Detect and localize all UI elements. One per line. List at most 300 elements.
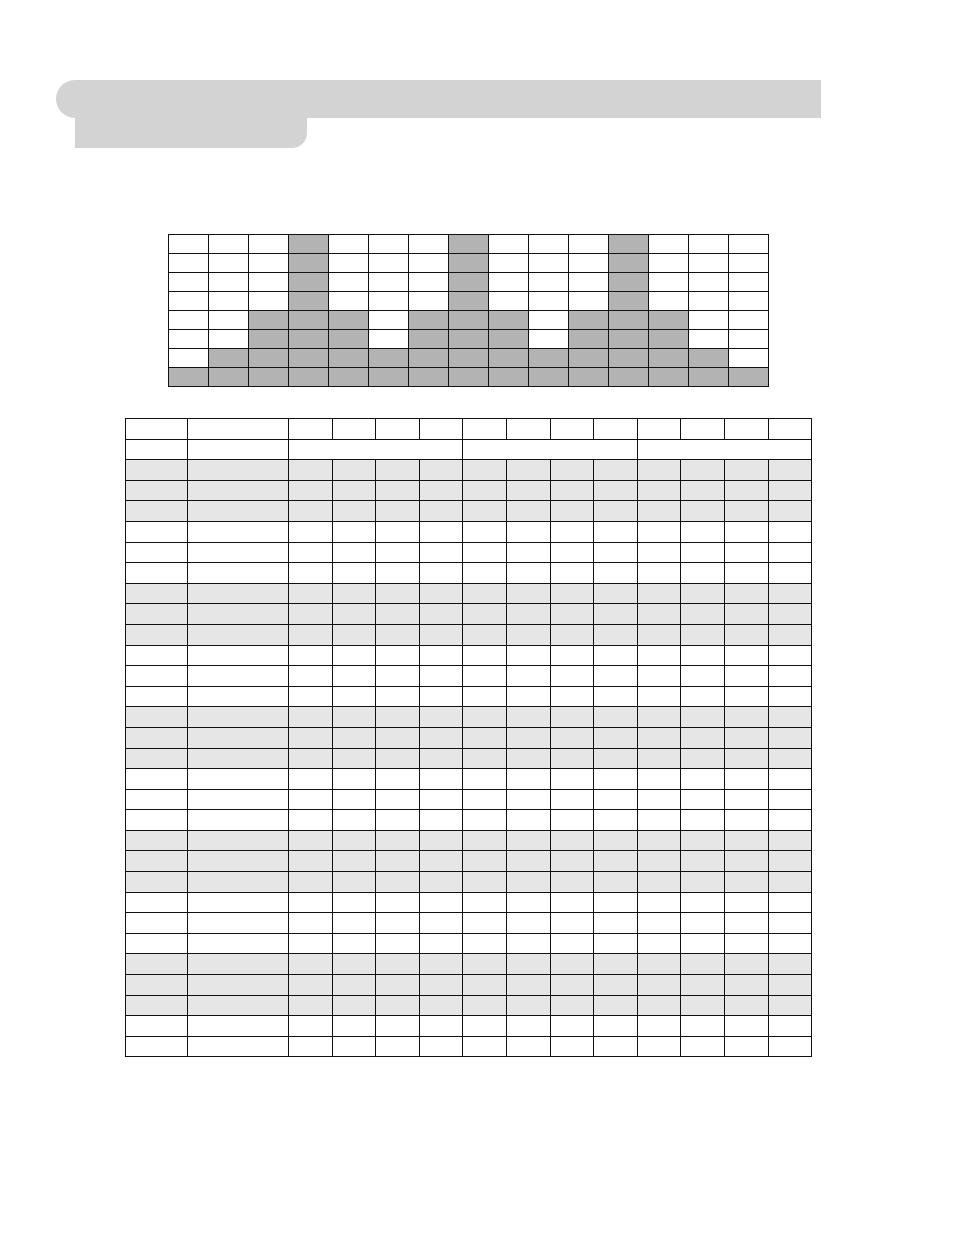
table-cell: [637, 480, 681, 501]
table-cell: [768, 563, 812, 584]
table-cell: [289, 789, 333, 810]
table-row: [126, 851, 812, 872]
table-cell: [550, 913, 594, 934]
table-cell: [376, 521, 420, 542]
table-cell: [419, 686, 463, 707]
bar-grid-cell: [449, 235, 489, 254]
table-cell: [724, 892, 768, 913]
table-cell: [376, 769, 420, 790]
table-cell: [681, 748, 725, 769]
table-cell: [188, 954, 289, 975]
table-cell: [332, 748, 376, 769]
table-cell: [594, 769, 638, 790]
table-cell: [550, 851, 594, 872]
table-cell: [768, 460, 812, 481]
table-cell: [332, 624, 376, 645]
bar-grid-cell: [489, 292, 529, 311]
table-cell: [463, 563, 507, 584]
table-cell: [724, 810, 768, 831]
bar-grid-cell: [649, 254, 689, 273]
table-cell: [637, 975, 681, 996]
table-cell: [126, 810, 188, 831]
table-cell: [419, 521, 463, 542]
table-cell: [506, 1036, 550, 1057]
bar-grid-cell: [529, 349, 569, 368]
table-cell: [681, 542, 725, 563]
table-row: [126, 460, 812, 481]
table-cell: [550, 1036, 594, 1057]
table-cell: [637, 521, 681, 542]
table-cell: [289, 810, 333, 831]
table-cell: [594, 954, 638, 975]
table-cell: [188, 501, 289, 522]
table-cell: [188, 604, 289, 625]
table-cell: [463, 727, 507, 748]
table-cell: [419, 501, 463, 522]
table-cell: [463, 707, 507, 728]
table-cell: [506, 666, 550, 687]
bar-grid-cell: [369, 235, 409, 254]
bar-grid-cell: [289, 273, 329, 292]
table-row: [126, 913, 812, 934]
table-cell: [594, 501, 638, 522]
table-cell: [376, 419, 420, 440]
table-cell: [594, 419, 638, 440]
bar-grid-cell: [609, 292, 649, 311]
table-cell: [594, 686, 638, 707]
table-cell: [594, 583, 638, 604]
table-cell: [289, 830, 333, 851]
table-cell: [332, 460, 376, 481]
table-cell: [768, 707, 812, 728]
table-cell: [332, 954, 376, 975]
table-cell: [724, 480, 768, 501]
table-cell: [724, 872, 768, 893]
table-cell: [637, 810, 681, 831]
table-cell: [126, 583, 188, 604]
bar-grid-cell: [689, 349, 729, 368]
table-cell: [376, 666, 420, 687]
table-cell: [419, 666, 463, 687]
bar-grid-cell: [209, 273, 249, 292]
table-cell: [637, 645, 681, 666]
table-cell: [724, 501, 768, 522]
table-cell: [332, 1036, 376, 1057]
bar-grid-cell: [409, 330, 449, 349]
table-cell: [419, 419, 463, 440]
table-cell: [463, 645, 507, 666]
table-cell: [188, 1016, 289, 1037]
table-cell: [637, 872, 681, 893]
table-cell: [550, 604, 594, 625]
bar-grid-cell: [329, 368, 369, 387]
table-cell: [332, 666, 376, 687]
table-cell: [376, 872, 420, 893]
table-cell: [332, 521, 376, 542]
table-cell: [724, 707, 768, 728]
table-row: [126, 542, 812, 563]
table-cell: [126, 460, 188, 481]
table-cell: [188, 975, 289, 996]
bar-grid-cell: [449, 254, 489, 273]
bar-grid-cell: [489, 273, 529, 292]
table-cell: [289, 872, 333, 893]
table-cell: [768, 480, 812, 501]
table-cell: [637, 460, 681, 481]
bar-grid-row: [169, 273, 769, 292]
table-cell: [768, 789, 812, 810]
table-cell: [550, 480, 594, 501]
table-cell: [724, 830, 768, 851]
bar-grid-cell: [649, 368, 689, 387]
table-cell: [188, 666, 289, 687]
table-cell: [724, 521, 768, 542]
table-cell: [594, 624, 638, 645]
table-cell: [419, 583, 463, 604]
bar-grid-cell: [689, 235, 729, 254]
table-cell: [376, 542, 420, 563]
table-cell: [768, 769, 812, 790]
bar-grid-cell: [569, 254, 609, 273]
table-cell: [463, 583, 507, 604]
bar-grid-cell: [409, 273, 449, 292]
table-cell: [463, 789, 507, 810]
table-cell: [188, 995, 289, 1016]
table-cell: [332, 501, 376, 522]
table-row: [126, 727, 812, 748]
table-cell: [332, 1016, 376, 1037]
table-cell: [126, 789, 188, 810]
table-cell: [289, 645, 333, 666]
table-row: [126, 892, 812, 913]
table-cell: [463, 933, 507, 954]
table-cell: [126, 542, 188, 563]
bar-grid-cell: [169, 254, 209, 273]
table-cell: [126, 872, 188, 893]
table-cell: [550, 748, 594, 769]
table-cell: [594, 892, 638, 913]
table-cell: [376, 501, 420, 522]
table-cell: [332, 810, 376, 831]
table-cell: [419, 645, 463, 666]
table-cell: [126, 913, 188, 934]
table-cell: [681, 769, 725, 790]
bar-grid-cell: [689, 311, 729, 330]
table-cell: [332, 645, 376, 666]
bar-grid-cell: [289, 330, 329, 349]
table-cell: [724, 666, 768, 687]
table-cell: [463, 1016, 507, 1037]
table-cell: [289, 954, 333, 975]
table-cell: [463, 460, 507, 481]
bar-grid-cell: [409, 349, 449, 368]
table-cell: [681, 686, 725, 707]
table-cell: [289, 583, 333, 604]
table-cell: [768, 975, 812, 996]
table-cell: [637, 1036, 681, 1057]
table-cell: [637, 1016, 681, 1037]
table-cell: [188, 707, 289, 728]
table-cell: [376, 1016, 420, 1037]
table-cell: [376, 851, 420, 872]
table-cell: [768, 501, 812, 522]
table-cell: [289, 501, 333, 522]
table-cell: [506, 604, 550, 625]
table-cell: [550, 975, 594, 996]
table-cell: [419, 748, 463, 769]
table-row: [126, 707, 812, 728]
table-cell: [768, 810, 812, 831]
bar-pattern-grid: [168, 234, 769, 387]
table-cell: [463, 975, 507, 996]
table-cell: [419, 604, 463, 625]
table-row: [126, 810, 812, 831]
bar-grid-cell: [409, 368, 449, 387]
table-cell: [463, 521, 507, 542]
table-cell: [188, 769, 289, 790]
table-cell: [126, 645, 188, 666]
bar-grid-cell: [169, 292, 209, 311]
bar-grid-cell: [489, 254, 529, 273]
table-cell: [463, 1036, 507, 1057]
table-cell: [332, 686, 376, 707]
table-cell: [188, 933, 289, 954]
table-cell: [332, 830, 376, 851]
table-cell: [463, 810, 507, 831]
table-cell: [419, 975, 463, 996]
table-cell: [681, 645, 725, 666]
bar-grid-cell: [689, 368, 729, 387]
table-cell: [594, 789, 638, 810]
table-cell: [550, 707, 594, 728]
table-cell: [594, 707, 638, 728]
table-cell: [724, 624, 768, 645]
table-cell: [637, 748, 681, 769]
table-cell: [188, 624, 289, 645]
table-cell: [376, 954, 420, 975]
bar-grid-cell: [169, 349, 209, 368]
table-cell: [724, 769, 768, 790]
bar-grid-cell: [689, 254, 729, 273]
table-cell: [376, 892, 420, 913]
bar-grid-cell: [649, 311, 689, 330]
table-cell: [126, 727, 188, 748]
table-cell: [637, 727, 681, 748]
section-title-bar: [56, 80, 821, 118]
table-cell: [506, 933, 550, 954]
table-cell: [126, 892, 188, 913]
table-cell: [637, 892, 681, 913]
table-cell: [681, 1036, 725, 1057]
bar-grid-cell: [249, 368, 289, 387]
table-cell: [724, 995, 768, 1016]
table-cell: [188, 727, 289, 748]
table-cell: [463, 624, 507, 645]
table-cell: [637, 419, 681, 440]
table-cell: [126, 707, 188, 728]
bar-grid-cell: [209, 368, 249, 387]
table-cell: [550, 666, 594, 687]
bar-grid-cell: [249, 330, 289, 349]
bar-grid-cell: [649, 292, 689, 311]
table-cell: [681, 460, 725, 481]
table-cell: [289, 604, 333, 625]
table-cell: [594, 521, 638, 542]
table-cell: [550, 810, 594, 831]
table-cell: [594, 975, 638, 996]
bar-grid-cell: [369, 311, 409, 330]
table-cell: [376, 748, 420, 769]
table-cell: [376, 686, 420, 707]
table-cell: [768, 604, 812, 625]
table-cell: [550, 769, 594, 790]
bar-grid-cell: [489, 311, 529, 330]
table-cell: [419, 542, 463, 563]
table-cell: [637, 954, 681, 975]
bar-grid-cell: [329, 349, 369, 368]
table-cell: [376, 645, 420, 666]
table-cell: [376, 789, 420, 810]
table-cell: [506, 769, 550, 790]
bar-grid-cell: [289, 235, 329, 254]
table-cell: [419, 480, 463, 501]
table-row: [126, 645, 812, 666]
table-cell: [126, 521, 188, 542]
table-cell: [419, 913, 463, 934]
table-cell: [768, 913, 812, 934]
table-cell: [681, 933, 725, 954]
bar-grid-row: [169, 368, 769, 387]
bar-grid-cell: [489, 368, 529, 387]
table-cell: [681, 480, 725, 501]
bar-grid-row: [169, 311, 769, 330]
bar-grid-cell: [209, 349, 249, 368]
table-cell: [376, 933, 420, 954]
table-cell: [550, 789, 594, 810]
table-cell: [506, 645, 550, 666]
table-cell: [126, 851, 188, 872]
table-cell: [681, 789, 725, 810]
table-cell: [724, 789, 768, 810]
table-cell: [681, 707, 725, 728]
table-cell: [289, 460, 333, 481]
table-row: [126, 624, 812, 645]
table-cell: [376, 810, 420, 831]
table-row: [126, 995, 812, 1016]
table-cell: [506, 419, 550, 440]
bar-grid-cell: [169, 311, 209, 330]
table-cell: [550, 686, 594, 707]
table-cell: [724, 748, 768, 769]
group-header-cell: [637, 439, 811, 460]
table-cell: [637, 707, 681, 728]
table-cell: [506, 872, 550, 893]
table-cell: [289, 933, 333, 954]
table-cell: [594, 604, 638, 625]
table-cell: [506, 727, 550, 748]
table-cell: [768, 583, 812, 604]
bar-grid-cell: [449, 349, 489, 368]
table-cell: [463, 686, 507, 707]
table-cell: [768, 954, 812, 975]
table-cell: [289, 542, 333, 563]
table-cell: [419, 707, 463, 728]
table-cell: [637, 542, 681, 563]
table-cell: [550, 1016, 594, 1037]
bar-grid-cell: [249, 311, 289, 330]
table-cell: [768, 872, 812, 893]
table-cell: [126, 954, 188, 975]
bar-grid-cell: [529, 311, 569, 330]
table-cell: [289, 727, 333, 748]
table-cell: [376, 995, 420, 1016]
table-cell: [637, 851, 681, 872]
bar-grid-cell: [609, 254, 649, 273]
table-cell: [594, 872, 638, 893]
table-cell: [724, 1036, 768, 1057]
bar-grid-cell: [409, 254, 449, 273]
table-cell: [126, 1016, 188, 1037]
bar-grid-cell: [609, 273, 649, 292]
table-cell: [289, 1036, 333, 1057]
table-cell: [681, 727, 725, 748]
bar-grid-cell: [249, 273, 289, 292]
bar-grid-cell: [689, 292, 729, 311]
table-cell: [332, 851, 376, 872]
table-cell: [126, 769, 188, 790]
table-cell: [419, 563, 463, 584]
bar-grid-cell: [609, 235, 649, 254]
table-cell: [724, 933, 768, 954]
table-cell: [188, 542, 289, 563]
table-cell: [332, 892, 376, 913]
bar-grid-cell: [529, 273, 569, 292]
table-cell: [594, 563, 638, 584]
table-cell: [506, 563, 550, 584]
table-cell: [332, 583, 376, 604]
table-cell: [188, 645, 289, 666]
bar-grid-cell: [289, 254, 329, 273]
bar-grid-row: [169, 254, 769, 273]
table-cell: [506, 789, 550, 810]
table-cell: [594, 1036, 638, 1057]
table-cell: [289, 419, 333, 440]
table-cell: [681, 521, 725, 542]
table-row: [126, 769, 812, 790]
table-cell: [724, 563, 768, 584]
bar-grid-cell: [249, 292, 289, 311]
table-cell: [126, 748, 188, 769]
table-cell: [332, 480, 376, 501]
bar-grid-cell: [329, 273, 369, 292]
table-cell: [126, 419, 188, 440]
table-cell: [724, 913, 768, 934]
table-cell: [289, 563, 333, 584]
table-cell: [376, 583, 420, 604]
table-cell: [724, 954, 768, 975]
table-cell: [332, 995, 376, 1016]
table-cell: [550, 460, 594, 481]
bar-grid-cell: [729, 235, 769, 254]
table-cell: [506, 913, 550, 934]
table-cell: [637, 995, 681, 1016]
table-cell: [332, 419, 376, 440]
table-cell: [289, 913, 333, 934]
table-row: [126, 563, 812, 584]
table-row: [126, 521, 812, 542]
table-cell: [768, 666, 812, 687]
table-cell: [419, 810, 463, 831]
